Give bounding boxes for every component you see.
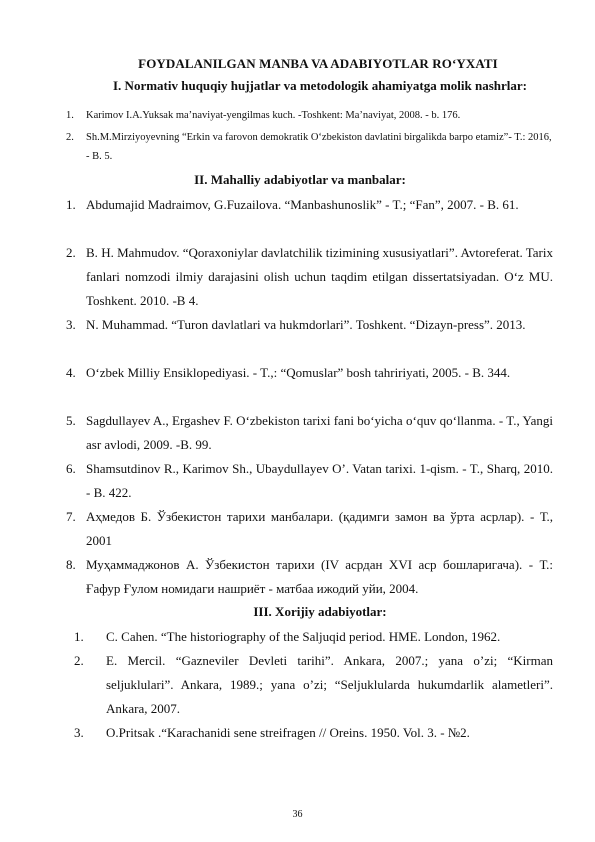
list-item — [66, 128, 553, 166]
list-item — [74, 721, 553, 745]
item-number: 5. — [66, 413, 76, 428]
item-number: 1. — [66, 110, 74, 121]
list-item — [66, 241, 553, 313]
list-item — [66, 313, 553, 337]
page-number: 36 — [292, 809, 303, 820]
item-number: 2. — [74, 653, 84, 668]
item-text: Abdumajid Madraimov, G.Fuzailova. “Manbashunoslik” - T.; “Fan”, 2007. - B. 61. — [86, 197, 519, 212]
list-item — [74, 625, 553, 649]
item-text: Sh.M.Mirziyoyevning “Erkin va farovon demokratik O‘zbekiston davlatini birgalikda barpo etamiz”- T.: 2016, - B. 5. — [86, 132, 552, 162]
list-item — [66, 553, 553, 601]
section-heading-foreign: III. Xorijiy adabiyotlar: — [253, 604, 387, 619]
item-text: Муҳаммаджонов А. Ўзбекистон тарихи (IV асрдан XVI аср бошларигача). - Т.: Ғафур Ғулом номидаги нашриёт - матбаа ижодий уйи, 2004. — [86, 557, 553, 596]
item-text: O.Pritsak .“Karachanidi sene streifragen // Oreins. 1950. Vol. 3. - №2. — [106, 725, 470, 740]
item-number: 6. — [66, 461, 76, 476]
item-text: Karimov I.A.Yuksak ma’naviyat-yengilmas kuch. -Toshkent: Ma’naviyat, 2008. - b. 176. — [86, 110, 461, 121]
item-number: 4. — [66, 365, 76, 380]
list-item — [66, 505, 553, 553]
list-item — [74, 649, 553, 721]
item-text: Sagdullayev A., Ergashev F. O‘zbekiston tarixi fani bo‘yicha o‘quv qo‘llanma. - T., Yangi asr avlodi, 2009. -B. 99. — [86, 413, 553, 452]
item-number: 2. — [66, 132, 74, 143]
section-heading-local: II. Mahalliy adabiyotlar va manbalar: — [194, 172, 406, 187]
list-item — [66, 361, 553, 385]
item-number: 2. — [66, 245, 76, 260]
item-number: 3. — [74, 725, 84, 740]
list-item — [66, 193, 553, 217]
item-number: 3. — [66, 317, 76, 332]
page-title: FOYDALANILGAN MANBA VA ADABIYOTLAR RO‘YXATI — [138, 56, 498, 71]
list-item — [66, 106, 553, 125]
item-number: 8. — [66, 557, 76, 572]
section-heading-normative: I. Normativ huquqiy hujjatlar va metodologik ahamiyatga molik nashrlar: — [113, 78, 527, 93]
item-text: Аҳмедов Б. Ўзбекистон тарихи манбалари. (қадимги замон ва ўрта асрлар). - Т., 2001 — [86, 509, 553, 548]
item-text: C. Cahen. “The historiography of the Saljuqid period. HME. London, 1962. — [106, 629, 501, 644]
item-number: 7. — [66, 509, 76, 524]
item-text: N. Muhammad. “Turon davlatlari va hukmdorlari”. Toshkent. “Dizayn-press”. 2013. — [86, 317, 526, 332]
list-item — [66, 457, 553, 505]
item-number: 1. — [66, 197, 76, 212]
item-text: Shamsutdinov R., Karimov Sh., Ubaydullayev O’. Vatan tarixi. 1-qism. - T., Sharq, 2010. - B. 422. — [86, 461, 553, 500]
item-text: B. H. Mahmudov. “Qoraxoniylar davlatchilik tizimining xususiyatlari”. Avtoreferat. Tarix fanlari nomzodi ilmiy darajasini olish uchun taqdim etilgan dissertatsiyadan. O‘z MU. Toshkent. 2010. -B 4. — [86, 245, 553, 308]
list-item — [66, 409, 553, 457]
item-text: O‘zbek Milliy Ensiklopediyasi. - T.,: “Qomuslar” bosh tahririyati, 2005. - B. 344. — [86, 365, 511, 380]
item-number: 1. — [74, 629, 84, 644]
item-text: E. Mercil. “Gazneviler Devleti tarihi”. Ankara, 2007.; yana o’zi; “Kirman seljuklulari”. Ankara, 1989.; yana o’zi; “Seljuklularda hukumdarlik alametleri”. Ankara, 2007. — [106, 653, 553, 716]
